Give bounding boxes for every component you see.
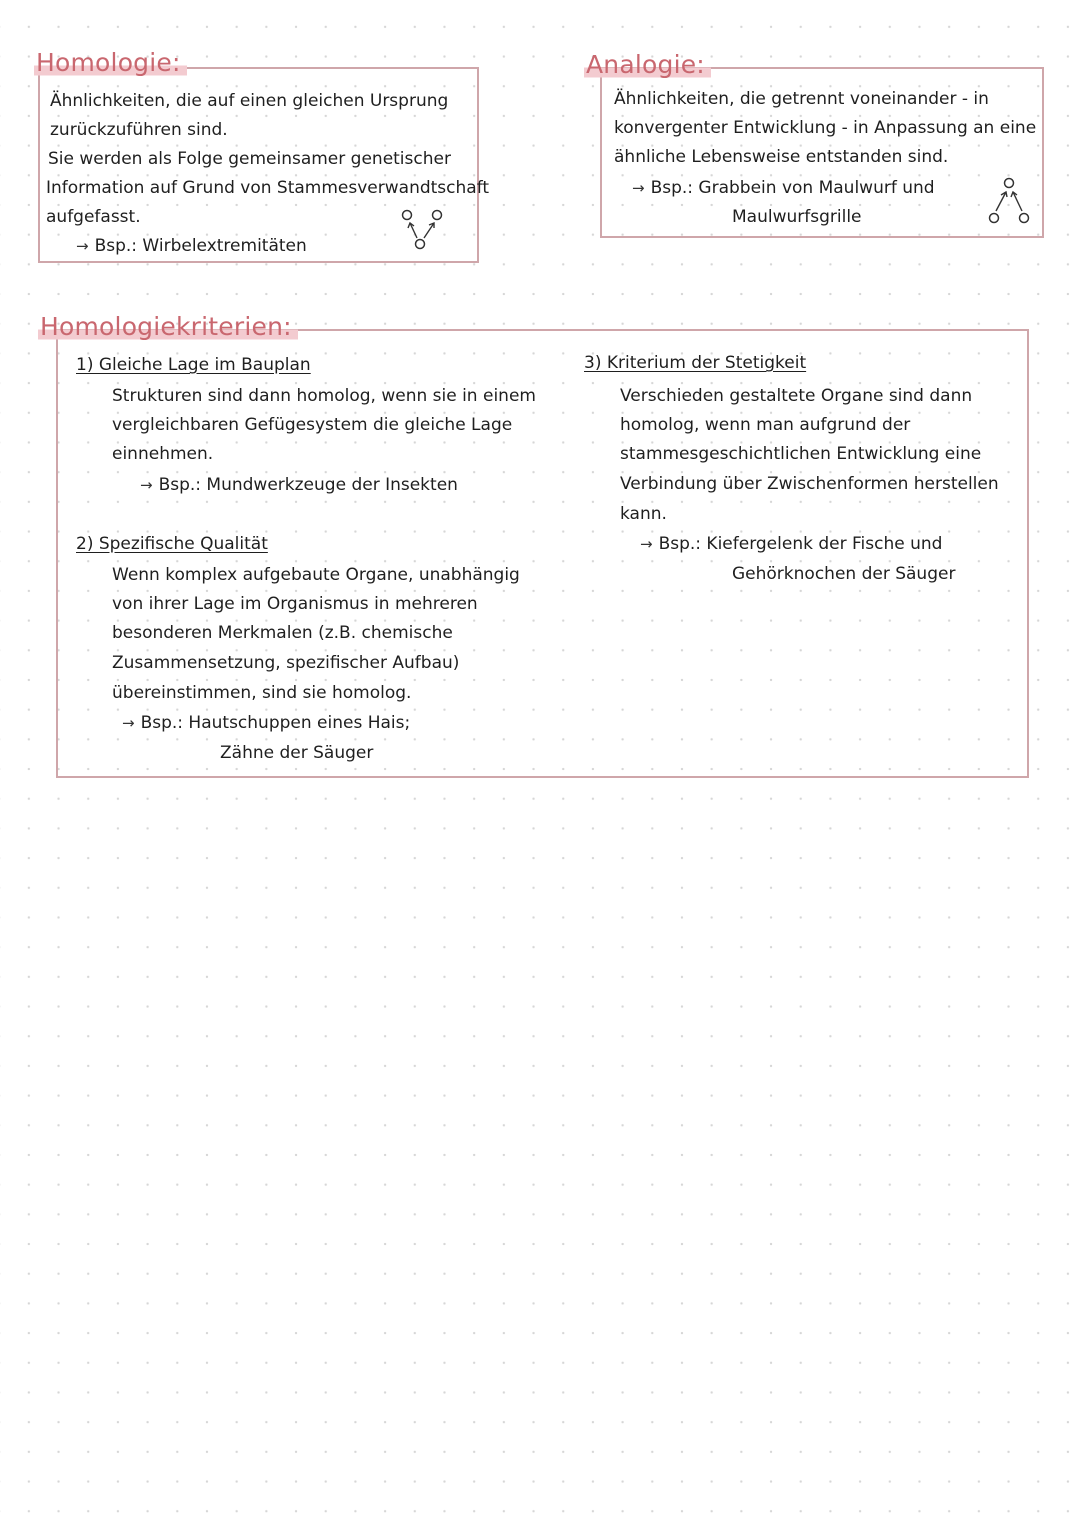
analogie-heading: Analogie: — [584, 50, 711, 80]
arrow-icon: → — [122, 714, 135, 732]
kriterium-2-line-4: Zusammensetzung, spezifischer Aufbau) — [112, 653, 460, 673]
analogie-line-1: Ähnlichkeiten, die getrennt voneinander - in — [614, 89, 989, 109]
kriterium-1-line-3: einnehmen. — [112, 444, 214, 464]
divergence-tree-icon — [396, 206, 448, 254]
homologie-heading: Homologie: — [34, 48, 187, 78]
kriterium-2-example-2: Zähne der Säuger — [220, 743, 374, 763]
kriterium-1-line-2: vergleichbaren Gefügesystem die gleiche Lage — [112, 415, 513, 435]
kriterium-1-example — [140, 474, 458, 496]
kriterium-1-line-1: Strukturen sind dann homolog, wenn sie in einem — [112, 386, 536, 406]
arrow-icon: → — [140, 476, 153, 494]
kriterien-heading: Homologiekriterien: — [38, 312, 298, 342]
arrow-icon: → — [76, 237, 89, 255]
convergence-tree-icon — [982, 176, 1034, 228]
kriterium-3-line-3: stammesgeschichtlichen Entwicklung eine — [620, 444, 982, 464]
analogie-line-3: ähnliche Lebensweise entstanden sind. — [614, 147, 949, 167]
homologie-line-4: Information auf Grund von Stammesverwandtschaft — [46, 178, 490, 198]
analogie-example-1 — [632, 177, 935, 199]
analogie-line-2: konvergenter Entwicklung - in Anpassung an eine — [614, 118, 1037, 138]
kriterium-2-line-2: von ihrer Lage im Organismus in mehreren — [112, 594, 478, 614]
kriterium-2-title: 2) Spezifische Qualität — [76, 534, 268, 554]
arrow-icon: → — [640, 535, 653, 553]
homologie-line-3: Sie werden als Folge gemeinsamer genetischer — [48, 149, 451, 169]
analogie-example-2: Maulwurfsgrille — [732, 207, 862, 227]
kriterium-3-title: 3) Kriterium der Stetigkeit — [584, 353, 807, 373]
homologie-example — [76, 235, 307, 257]
kriterium-3-line-1: Verschieden gestaltete Organe sind dann — [620, 386, 973, 406]
homologie-example-text: Bsp.: Wirbelextremitäten — [94, 236, 307, 256]
kriterium-2-line-5: übereinstimmen, sind sie homolog. — [112, 683, 412, 703]
kriterium-3-line-4: Verbindung über Zwischenformen herstellen — [620, 474, 999, 494]
kriterium-2-line-1: Wenn komplex aufgebaute Organe, unabhängig — [112, 565, 520, 585]
homologie-line-1: Ähnlichkeiten, die auf einen gleichen Ursprung — [50, 91, 449, 111]
kriterium-3-example-2: Gehörknochen der Säuger — [732, 564, 956, 584]
kriterium-3-line-2: homolog, wenn man aufgrund der — [620, 415, 911, 435]
analogie-example-text: Bsp.: Grabbein von Maulwurf und — [650, 178, 935, 198]
kriterium-2-line-3: besonderen Merkmalen (z.B. chemische — [112, 623, 453, 643]
kriterium-1-title: 1) Gleiche Lage im Bauplan — [76, 355, 311, 375]
kriterium-3-line-5: kann. — [620, 504, 667, 524]
kriterium-3-example-text: Bsp.: Kiefergelenk der Fische und — [658, 534, 943, 554]
homologie-line-5: aufgefasst. — [46, 207, 141, 227]
kriterium-2-example-text: Bsp.: Hautschuppen eines Hais; — [140, 713, 411, 733]
kriterium-2-example-1 — [122, 712, 410, 734]
homologie-line-2: zurückzuführen sind. — [50, 120, 228, 140]
kriterium-1-example-text: Bsp.: Mundwerkzeuge der Insekten — [158, 475, 458, 495]
arrow-icon: → — [632, 179, 645, 197]
kriterium-3-example-1 — [640, 533, 942, 555]
